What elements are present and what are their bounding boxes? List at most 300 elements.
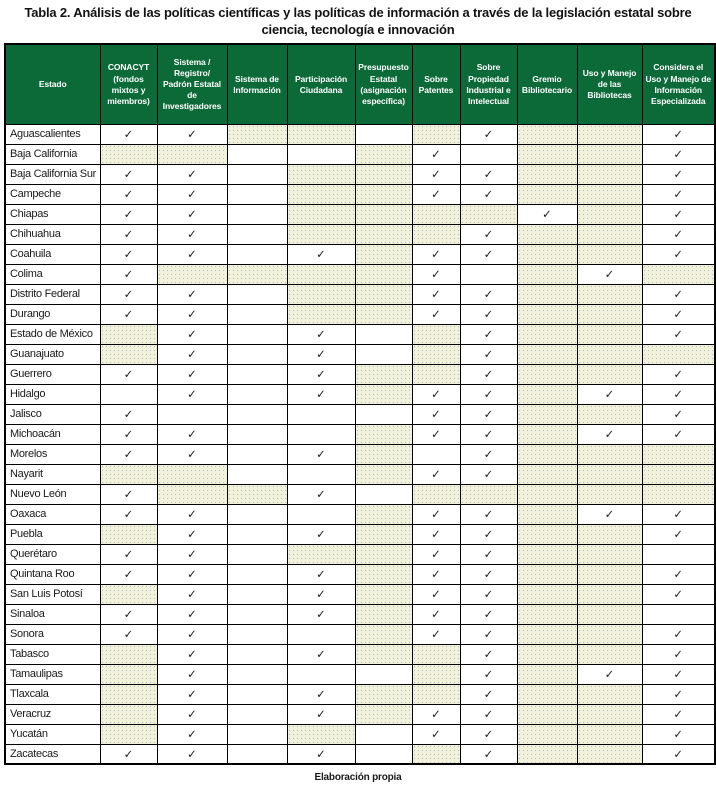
cell-gremio [517,224,577,244]
check-icon: ✓ [542,209,552,222]
cell-conacyt [100,344,157,364]
cell-gremio [517,424,577,444]
check-icon: ✓ [483,689,494,702]
cell-presupuesto [355,364,412,384]
column-header-propiedad: Sobre Propiedad Industrial e Intelectual [460,44,517,124]
cell-sistema_info [227,284,287,304]
table-row [5,684,715,704]
cell-gremio [517,484,577,504]
cell-especializada [642,124,715,144]
cell-bibliotecas [577,404,642,424]
cell-presupuesto [355,484,412,504]
cell-participacion [287,204,355,224]
cell-gremio [517,124,577,144]
check-icon: ✓ [673,369,684,382]
cell-sistema_info [227,584,287,604]
table-row [5,304,715,324]
cell-presupuesto [355,444,412,464]
cell-especializada [642,544,715,564]
cell-especializada [642,324,715,344]
cell-bibliotecas [577,184,642,204]
cell-patentes [412,284,460,304]
cell-registro [157,524,227,544]
check-icon: ✓ [187,609,197,622]
check-icon: ✓ [483,729,494,742]
check-icon: ✓ [673,409,684,422]
check-icon: ✓ [483,509,494,522]
state-name: Tamaulipas [5,664,100,684]
cell-especializada [642,724,715,744]
cell-gremio [517,244,577,264]
cell-propiedad [460,744,517,764]
cell-conacyt [100,644,157,664]
state-name: Campeche [5,184,100,204]
state-name: Sinaloa [5,604,100,624]
table-title: Tabla 2. Análisis de las políticas científicas y las políticas de información a través de la legislación estatal sobre ciencia, tecnología e innovación [24,5,692,38]
cell-especializada [642,144,715,164]
cell-participacion [287,444,355,464]
state-name: Oaxaca [5,504,100,524]
cell-patentes [412,364,460,384]
cell-especializada [642,424,715,444]
cell-sistema_info [227,204,287,224]
cell-bibliotecas [577,684,642,704]
table-row [5,264,715,284]
cell-presupuesto [355,724,412,744]
cell-propiedad [460,304,517,324]
cell-gremio [517,524,577,544]
check-icon: ✓ [483,249,494,262]
check-icon: ✓ [483,569,494,582]
cell-propiedad [460,424,517,444]
cell-presupuesto [355,684,412,704]
column-header-registro: Sistema / Registro/ Padrón Estatal de Investigadores [157,44,227,124]
check-icon: ✓ [673,509,684,522]
cell-conacyt [100,544,157,564]
cell-sistema_info [227,684,287,704]
cell-especializada [642,704,715,724]
state-name: Aguascalientes [5,124,100,144]
cell-presupuesto [355,544,412,564]
cell-registro [157,684,227,704]
cell-especializada [642,564,715,584]
table-row [5,744,715,764]
cell-presupuesto [355,304,412,324]
cell-conacyt [100,744,157,764]
cell-conacyt [100,384,157,404]
check-icon: ✓ [483,749,494,762]
cell-participacion [287,464,355,484]
check-icon: ✓ [673,169,684,182]
state-name: Nuevo León [5,484,100,504]
cell-especializada [642,604,715,624]
state-name: Michoacán [5,424,100,444]
state-name: Jalisco [5,404,100,424]
check-icon: ✓ [431,609,441,622]
check-icon: ✓ [673,529,684,542]
check-icon: ✓ [483,129,494,142]
check-icon: ✓ [431,309,441,322]
check-icon: ✓ [431,189,441,202]
cell-participacion [287,564,355,584]
cell-participacion [287,624,355,644]
cell-bibliotecas [577,344,642,364]
source-note: Elaboración propia [314,772,402,784]
cell-conacyt [100,564,157,584]
cell-especializada [642,204,715,224]
cell-bibliotecas [577,364,642,384]
cell-sistema_info [227,184,287,204]
cell-patentes [412,724,460,744]
cell-registro [157,744,227,764]
table-row [5,644,715,664]
check-icon: ✓ [673,709,684,722]
check-icon: ✓ [673,129,684,142]
cell-propiedad [460,664,517,684]
table-row [5,344,715,364]
cell-sistema_info [227,744,287,764]
check-icon: ✓ [483,629,494,642]
table-row [5,424,715,444]
state-name: Zacatecas [5,744,100,764]
cell-sistema_info [227,664,287,684]
cell-participacion [287,424,355,444]
cell-participacion [287,704,355,724]
cell-conacyt [100,684,157,704]
cell-conacyt [100,704,157,724]
cell-participacion [287,244,355,264]
check-icon: ✓ [483,369,494,382]
cell-bibliotecas [577,424,642,444]
check-icon: ✓ [187,229,197,242]
cell-registro [157,324,227,344]
cell-registro [157,584,227,604]
cell-gremio [517,724,577,744]
cell-sistema_info [227,264,287,284]
cell-registro [157,704,227,724]
check-icon: ✓ [673,429,684,442]
cell-gremio [517,264,577,284]
cell-sistema_info [227,144,287,164]
cell-conacyt [100,404,157,424]
cell-propiedad [460,404,517,424]
cell-gremio [517,464,577,484]
cell-especializada [642,344,715,364]
cell-participacion [287,324,355,344]
check-icon: ✓ [187,309,197,322]
cell-sistema_info [227,164,287,184]
cell-participacion [287,184,355,204]
cell-sistema_info [227,484,287,504]
cell-patentes [412,324,460,344]
table-row [5,584,715,604]
cell-patentes [412,244,460,264]
cell-participacion [287,544,355,564]
cell-registro [157,504,227,524]
cell-propiedad [460,684,517,704]
cell-participacion [287,304,355,324]
table-row [5,204,715,224]
cell-bibliotecas [577,664,642,684]
cell-conacyt [100,184,157,204]
check-icon: ✓ [187,529,197,542]
cell-presupuesto [355,184,412,204]
cell-sistema_info [227,724,287,744]
cell-registro [157,144,227,164]
cell-bibliotecas [577,584,642,604]
cell-gremio [517,584,577,604]
cell-propiedad [460,224,517,244]
cell-participacion [287,644,355,664]
cell-sistema_info [227,444,287,464]
table-row [5,624,715,644]
cell-especializada [642,364,715,384]
table-row [5,284,715,304]
cell-especializada [642,664,715,684]
check-icon: ✓ [316,249,326,262]
cell-registro [157,464,227,484]
cell-patentes [412,704,460,724]
state-name: Hidalgo [5,384,100,404]
table-row [5,724,715,744]
cell-propiedad [460,564,517,584]
check-icon: ✓ [483,309,494,322]
check-icon: ✓ [673,569,684,582]
cell-participacion [287,684,355,704]
cell-bibliotecas [577,484,642,504]
cell-gremio [517,744,577,764]
cell-bibliotecas [577,244,642,264]
cell-conacyt [100,724,157,744]
cell-registro [157,344,227,364]
check-icon: ✓ [316,709,326,722]
cell-propiedad [460,644,517,664]
cell-registro [157,384,227,404]
check-icon: ✓ [187,429,197,442]
state-name: Morelos [5,444,100,464]
cell-propiedad [460,124,517,144]
check-icon: ✓ [431,529,441,542]
check-icon: ✓ [187,689,197,702]
cell-gremio [517,384,577,404]
check-icon: ✓ [187,349,197,362]
check-icon: ✓ [187,249,197,262]
table-row [5,484,715,504]
state-name: Durango [5,304,100,324]
table-row [5,504,715,524]
check-icon: ✓ [187,729,197,742]
check-icon: ✓ [187,449,197,462]
cell-bibliotecas [577,564,642,584]
state-name: Chiapas [5,204,100,224]
cell-conacyt [100,144,157,164]
table-row [5,144,715,164]
cell-patentes [412,504,460,524]
column-header-conacyt: CONACYT (fondos mixtos y miembros) [100,44,157,124]
cell-sistema_info [227,644,287,664]
cell-conacyt [100,164,157,184]
cell-patentes [412,184,460,204]
cell-sistema_info [227,424,287,444]
check-icon: ✓ [431,569,441,582]
cell-gremio [517,164,577,184]
check-icon: ✓ [123,229,134,242]
cell-sistema_info [227,364,287,384]
cell-gremio [517,644,577,664]
check-icon: ✓ [123,449,134,462]
check-icon: ✓ [123,509,134,522]
cell-propiedad [460,704,517,724]
cell-especializada [642,584,715,604]
cell-especializada [642,404,715,424]
check-icon: ✓ [673,749,684,762]
cell-especializada [642,244,715,264]
cell-bibliotecas [577,164,642,184]
cell-patentes [412,304,460,324]
column-header-participacion: Participación Ciudadana [287,44,355,124]
cell-sistema_info [227,624,287,644]
cell-registro [157,624,227,644]
check-icon: ✓ [187,389,197,402]
check-icon: ✓ [431,269,441,282]
cell-participacion [287,164,355,184]
cell-patentes [412,124,460,144]
cell-gremio [517,324,577,344]
table-row [5,184,715,204]
check-icon: ✓ [483,649,494,662]
check-icon: ✓ [431,429,441,442]
cell-participacion [287,384,355,404]
check-icon: ✓ [483,409,494,422]
check-icon: ✓ [187,189,197,202]
check-icon: ✓ [123,129,134,142]
cell-sistema_info [227,524,287,544]
table-row [5,324,715,344]
check-icon: ✓ [123,489,134,502]
cell-bibliotecas [577,704,642,724]
cell-bibliotecas [577,744,642,764]
cell-gremio [517,364,577,384]
check-icon: ✓ [123,169,134,182]
check-icon: ✓ [123,209,134,222]
cell-registro [157,124,227,144]
cell-registro [157,264,227,284]
cell-bibliotecas [577,124,642,144]
check-icon: ✓ [673,229,684,242]
table-row [5,404,715,424]
check-icon: ✓ [316,449,326,462]
cell-presupuesto [355,264,412,284]
check-icon: ✓ [187,669,197,682]
cell-conacyt [100,424,157,444]
cell-bibliotecas [577,224,642,244]
table-row [5,244,715,264]
cell-bibliotecas [577,304,642,324]
check-icon: ✓ [316,389,326,402]
state-name: Distrito Federal [5,284,100,304]
table-row [5,604,715,624]
check-icon: ✓ [673,649,684,662]
check-icon: ✓ [673,249,684,262]
cell-patentes [412,584,460,604]
state-name: Sonora [5,624,100,644]
cell-registro [157,284,227,304]
check-icon: ✓ [187,549,197,562]
check-icon: ✓ [431,509,441,522]
check-icon: ✓ [316,529,326,542]
cell-sistema_info [227,344,287,364]
check-icon: ✓ [187,629,197,642]
cell-sistema_info [227,124,287,144]
check-icon: ✓ [187,169,197,182]
check-icon: ✓ [316,609,326,622]
cell-registro [157,564,227,584]
cell-conacyt [100,444,157,464]
cell-gremio [517,204,577,224]
cell-participacion [287,144,355,164]
check-icon: ✓ [187,569,197,582]
check-icon: ✓ [316,569,326,582]
cell-presupuesto [355,704,412,724]
cell-especializada [642,524,715,544]
cell-conacyt [100,464,157,484]
cell-propiedad [460,524,517,544]
check-icon: ✓ [483,469,494,482]
cell-conacyt [100,604,157,624]
cell-conacyt [100,304,157,324]
check-icon: ✓ [316,349,326,362]
cell-patentes [412,384,460,404]
check-icon: ✓ [316,749,326,762]
cell-especializada [642,624,715,644]
policy-table [4,43,716,765]
table-row [5,544,715,564]
cell-presupuesto [355,604,412,624]
cell-propiedad [460,724,517,744]
check-icon: ✓ [123,569,134,582]
cell-especializada [642,304,715,324]
cell-conacyt [100,124,157,144]
cell-especializada [642,744,715,764]
state-name: Chihuahua [5,224,100,244]
column-header-bibliotecas: Uso y Manejo de las Bibliotecas [577,44,642,124]
check-icon: ✓ [316,329,326,342]
cell-bibliotecas [577,624,642,644]
table-row [5,464,715,484]
cell-presupuesto [355,744,412,764]
cell-registro [157,424,227,444]
cell-conacyt [100,624,157,644]
state-name: Querétaro [5,544,100,564]
cell-participacion [287,524,355,544]
cell-gremio [517,144,577,164]
state-name: Yucatán [5,724,100,744]
cell-presupuesto [355,204,412,224]
cell-presupuesto [355,224,412,244]
cell-propiedad [460,464,517,484]
cell-registro [157,164,227,184]
check-icon: ✓ [673,309,684,322]
cell-propiedad [460,324,517,344]
cell-registro [157,644,227,664]
cell-gremio [517,624,577,644]
cell-especializada [642,504,715,524]
check-icon: ✓ [187,649,197,662]
check-icon: ✓ [673,389,684,402]
check-icon: ✓ [483,709,494,722]
check-icon: ✓ [123,409,134,422]
check-icon: ✓ [483,169,494,182]
